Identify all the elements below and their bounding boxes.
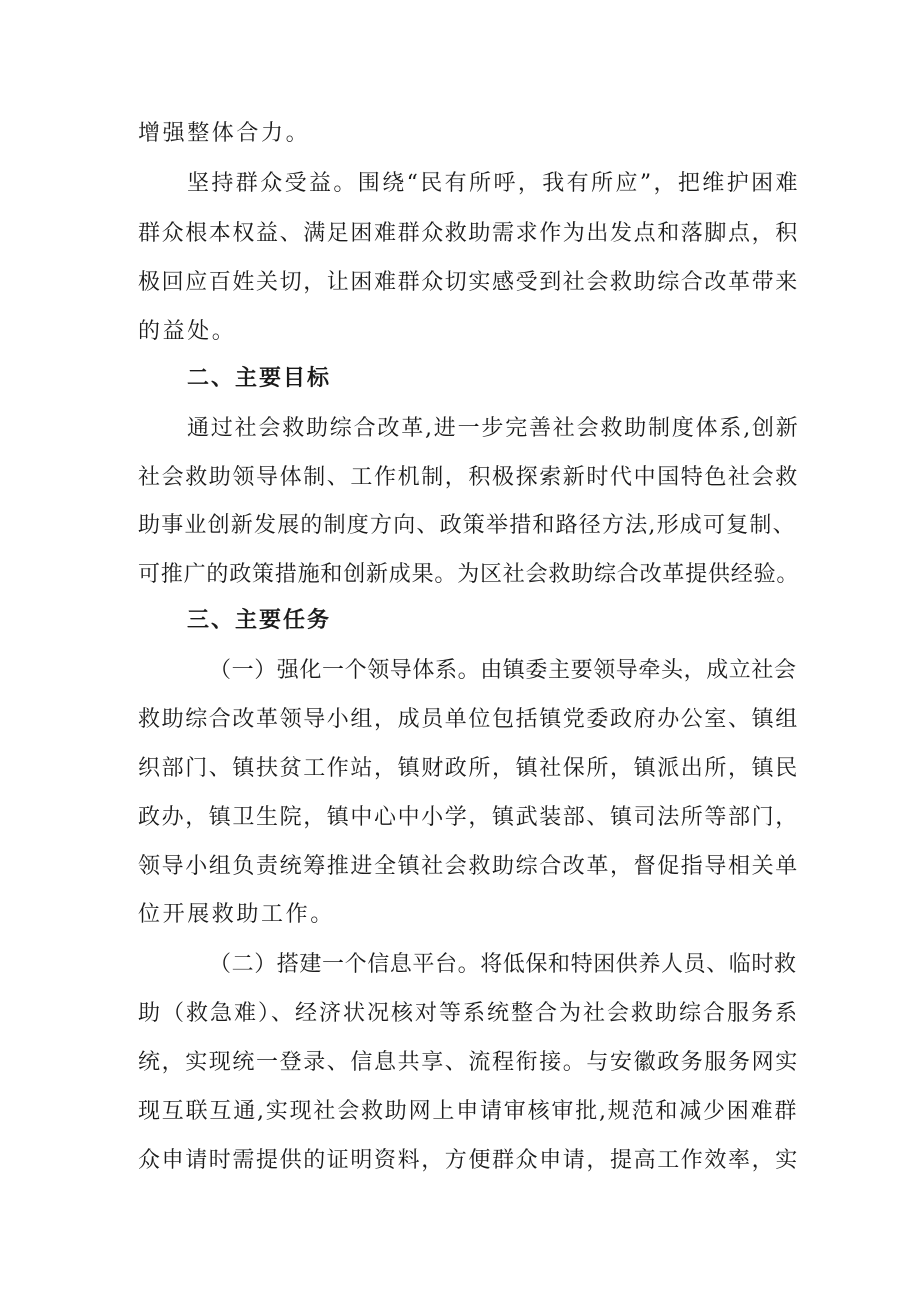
paragraph-line: 现互联互通,实现社会救助网上申请审核审批,规范和减少困难群	[138, 1099, 799, 1124]
paragraph-line: 织部门、镇扶贫工作站，镇财政所，镇社保所，镇派出所，镇民	[138, 756, 799, 781]
paragraph-line: 助（救急难）、经济状况核对等系统整合为社会救助综合服务系	[138, 1001, 800, 1026]
paragraph-line: 领导小组负责统筹推进全镇社会救助综合改革，督促指导相关单	[138, 854, 799, 879]
paragraph-line: 的益处。	[138, 319, 237, 344]
paragraph-line: 位开展救助工作。	[138, 902, 335, 927]
section-heading: 三、主要任务	[187, 608, 332, 633]
paragraph-line: （一）强化一个领导体系。由镇委主要领导牵头，成立社会	[209, 658, 797, 683]
paragraph-line: 可推广的政策措施和创新成果。为区社会救助综合改革提供经验。	[138, 562, 800, 587]
paragraph-line: 增强整体合力。	[138, 121, 311, 146]
paragraph-line: 众申请时需提供的证明资料，方便群众申请，提高工作效率，实	[138, 1148, 799, 1173]
paragraph-line: 统，实现统一登录、信息共享、流程衔接。与安徽政务服务网实	[138, 1050, 799, 1075]
section-heading: 二、主要目标	[187, 366, 332, 391]
paragraph-line: 极回应百姓关切，让困难群众切实感受到社会救助综合改革带来	[138, 270, 799, 295]
paragraph-line: （二）搭建一个信息平台。将低保和特困供养人员、临时救	[209, 952, 797, 977]
paragraph-line: 群众根本权益、满足困难群众救助需求作为出发点和落脚点，积	[138, 221, 799, 246]
paragraph-line: 坚持群众受益。围绕“民有所呼，我有所应”，把维护困难	[187, 171, 800, 196]
paragraph-line: 助事业创新发展的制度方向、政策举措和路径方法,形成可复制、	[138, 513, 796, 538]
paragraph-line: 通过社会救助综合改革,进一步完善社会救助制度体系,创新	[187, 416, 800, 441]
paragraph-line: 救助综合改革领导小组，成员单位包括镇党委政府办公室、镇组	[138, 707, 799, 732]
paragraph-line: 社会救助领导体制、工作机制，积极探索新时代中国特色社会救	[138, 465, 799, 490]
paragraph-line: 政办，镇卫生院，镇中心中小学，镇武装部、镇司法所等部门，	[138, 805, 799, 830]
